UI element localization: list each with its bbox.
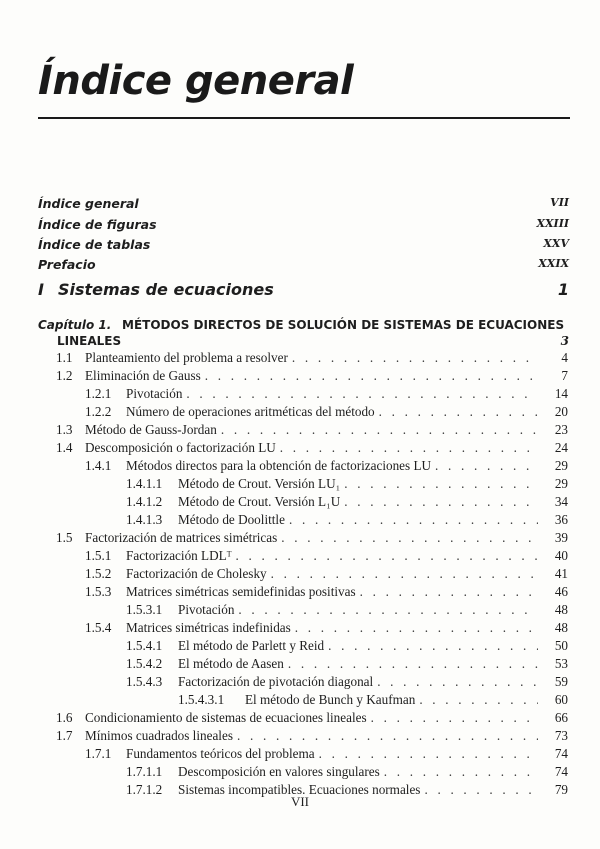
part-title: Sistemas de ecuaciones xyxy=(58,280,274,299)
entry-number: 1.4 xyxy=(56,440,73,455)
entry-number: 1.4.1.1 xyxy=(126,476,163,491)
entry-number: 1.1 xyxy=(56,350,73,365)
toc-front-entry[interactable] xyxy=(38,257,569,278)
entry-number: 1.2 xyxy=(56,368,73,383)
entry-title: Fundamentos teóricos del problema xyxy=(126,746,315,761)
chapter-title-cont: LINEALES xyxy=(57,334,122,348)
toc-entry[interactable] xyxy=(85,583,568,603)
entry-title: Eliminación de Gauss xyxy=(85,368,201,383)
entry-page: 39 xyxy=(554,530,568,545)
entry-number: 1.4.1.3 xyxy=(126,512,163,527)
part-number: I xyxy=(38,280,44,299)
toc-entry[interactable] xyxy=(126,493,568,513)
entry-title: Matrices simétricas indefinidas xyxy=(126,620,291,635)
entry-page: 4 xyxy=(561,350,568,365)
toc-entry[interactable] xyxy=(126,475,568,495)
entry-title: El método de Bunch y Kaufman xyxy=(245,692,416,707)
entry-number: 1.2.2 xyxy=(85,404,112,419)
entry-number: 1.4.1 xyxy=(85,458,112,473)
entry-title: Pivotación xyxy=(178,602,235,617)
entry-title: Factorización de matrices simétricas xyxy=(85,530,278,545)
entry-number: 1.2.1 xyxy=(85,386,112,401)
toc-front-entry[interactable] xyxy=(38,237,569,258)
dot-leader xyxy=(280,439,538,457)
entry-number: 1.3 xyxy=(56,422,73,437)
entry-title: El método de Parlett y Reid xyxy=(178,638,325,653)
entry-title: Método de Crout. Versión LU₁ xyxy=(178,476,341,491)
entry-page: 46 xyxy=(554,584,568,599)
entry-title: Mínimos cuadrados lineales xyxy=(85,728,233,743)
chapter-page: 3 xyxy=(560,334,569,348)
toc-entry[interactable] xyxy=(126,763,568,783)
entry-title: Método de Doolittle xyxy=(178,512,285,527)
entry-title: Métodos directos para la obtención de factorizaciones LU xyxy=(126,458,432,473)
toc-front-entry[interactable] xyxy=(38,196,569,217)
entry-number: 1.5.1 xyxy=(85,548,112,563)
dot-leader xyxy=(271,565,538,583)
entry-page: 41 xyxy=(554,566,568,581)
entry-title: Factorización de Cholesky xyxy=(126,566,267,581)
entry-number: 1.6 xyxy=(56,710,73,725)
entry-number: 1.5.2 xyxy=(85,566,112,581)
entry-number: 1.5.4.2 xyxy=(126,656,163,671)
entry-number: 1.5.4.3 xyxy=(126,674,163,689)
toc-entry[interactable] xyxy=(56,421,568,441)
toc-entry[interactable] xyxy=(126,511,568,531)
entry-title: Método de Crout. Versión L₁U xyxy=(178,494,341,509)
toc-entry[interactable] xyxy=(56,349,568,369)
entry-number: 1.7.1.1 xyxy=(126,764,163,779)
entry-number: 1.5 xyxy=(56,530,73,545)
chapter-label: Capítulo 1. xyxy=(38,318,112,332)
entry-page: 14 xyxy=(554,386,568,401)
entry-title: Número de operaciones aritméticas del método xyxy=(126,404,375,419)
dot-leader xyxy=(289,511,538,529)
title-rule xyxy=(38,117,570,119)
dot-leader xyxy=(377,673,538,691)
entry-page: 20 xyxy=(554,404,568,419)
entry-page: 24 xyxy=(554,440,568,455)
entry-number: 1.5.3 xyxy=(85,584,112,599)
chapter-title: MÉTODOS DIRECTOS DE SOLUCIÓN DE SISTEMAS DE ECUACIONES xyxy=(122,318,565,332)
toc-entry[interactable] xyxy=(85,565,568,585)
toc-entry[interactable] xyxy=(85,547,568,567)
dot-leader xyxy=(344,475,538,493)
toc-front-entry[interactable] xyxy=(38,217,569,238)
entry-number: 1.4.1.2 xyxy=(126,494,163,509)
dot-leader xyxy=(295,619,538,637)
front-entry-title: Prefacio xyxy=(38,257,96,272)
entry-number: 1.7.1.2 xyxy=(126,782,163,797)
entry-title: Descomposición en valores singulares xyxy=(178,764,380,779)
front-entry-title: Índice de tablas xyxy=(38,237,151,252)
dot-leader xyxy=(281,529,538,547)
toc-entry[interactable] xyxy=(85,385,568,405)
entry-page: 48 xyxy=(554,602,568,617)
toc-entry[interactable] xyxy=(56,709,568,729)
front-entry-page: VII xyxy=(550,196,569,209)
entry-page: 59 xyxy=(554,674,568,689)
entry-page: 48 xyxy=(554,620,568,635)
entry-title: Descomposición o factorización LU xyxy=(85,440,276,455)
toc-entry[interactable] xyxy=(126,637,568,657)
entry-page: 29 xyxy=(554,476,568,491)
entry-page: 36 xyxy=(554,512,568,527)
dot-leader xyxy=(419,691,538,709)
entry-page: 40 xyxy=(554,548,568,563)
dot-leader xyxy=(360,583,538,601)
dot-leader xyxy=(435,457,538,475)
front-entry-page: XXIX xyxy=(538,257,569,270)
front-entry-page: XXIII xyxy=(536,217,569,230)
dot-leader xyxy=(238,601,538,619)
dot-leader xyxy=(237,727,538,745)
toc-entry[interactable] xyxy=(56,439,568,459)
entry-page: 79 xyxy=(554,782,568,797)
toc-entry[interactable] xyxy=(85,619,568,639)
dot-leader xyxy=(186,385,538,403)
front-entry-page: XXV xyxy=(543,237,569,250)
entry-number: 1.5.4.3.1 xyxy=(178,692,225,707)
entry-number: 1.5.4 xyxy=(85,620,112,635)
dot-leader xyxy=(379,403,538,421)
entry-title: Pivotación xyxy=(126,386,183,401)
toc-entry[interactable] xyxy=(56,367,568,387)
dot-leader xyxy=(384,763,538,781)
entry-page: 34 xyxy=(554,494,568,509)
entry-page: 23 xyxy=(554,422,568,437)
front-entry-title: Índice general xyxy=(38,196,139,211)
entry-page: 60 xyxy=(554,692,568,707)
entry-page: 74 xyxy=(554,764,568,779)
entry-number: 1.5.4.1 xyxy=(126,638,163,653)
entry-title: Factorización LDLᵀ xyxy=(126,548,232,563)
dot-leader xyxy=(205,367,538,385)
page-title: Índice general xyxy=(38,58,354,104)
entry-page: 7 xyxy=(561,368,568,383)
entry-title: El método de Aasen xyxy=(178,656,284,671)
toc-entry[interactable] xyxy=(126,673,568,693)
toc-entry[interactable] xyxy=(126,655,568,675)
entry-title: Planteamiento del problema a resolver xyxy=(85,350,288,365)
dot-leader xyxy=(328,637,538,655)
dot-leader xyxy=(344,493,538,511)
dot-leader xyxy=(235,547,538,565)
toc-entry[interactable] xyxy=(178,691,568,711)
dot-leader xyxy=(221,421,538,439)
toc-entry[interactable] xyxy=(56,727,568,747)
part-page: 1 xyxy=(557,280,569,299)
toc-entry[interactable] xyxy=(85,745,568,765)
entry-title: Método de Gauss-Jordan xyxy=(85,422,217,437)
toc-entry[interactable] xyxy=(126,601,568,621)
toc-entry[interactable] xyxy=(85,457,568,477)
entry-title: Factorización de pivotación diagonal xyxy=(178,674,374,689)
dot-leader xyxy=(371,709,538,727)
front-entry-title: Índice de figuras xyxy=(38,217,157,232)
toc-entry[interactable] xyxy=(56,529,568,549)
entry-title: Matrices simétricas semidefinidas positivas xyxy=(126,584,356,599)
page-number: VII xyxy=(290,794,310,809)
entry-page: 66 xyxy=(554,710,568,725)
toc-entry[interactable] xyxy=(85,403,568,423)
entry-title: Condicionamiento de sistemas de ecuaciones lineales xyxy=(85,710,367,725)
entry-page: 29 xyxy=(554,458,568,473)
entry-number: 1.5.3.1 xyxy=(126,602,163,617)
entry-title: Sistemas incompatibles. Ecuaciones normales xyxy=(178,782,421,797)
entry-page: 73 xyxy=(554,728,568,743)
dot-leader xyxy=(319,745,538,763)
dot-leader xyxy=(292,349,538,367)
dot-leader xyxy=(288,655,538,673)
entry-page: 74 xyxy=(554,746,568,761)
entry-number: 1.7.1 xyxy=(85,746,112,761)
entry-page: 53 xyxy=(554,656,568,671)
entry-page: 50 xyxy=(554,638,568,653)
entry-number: 1.7 xyxy=(56,728,73,743)
